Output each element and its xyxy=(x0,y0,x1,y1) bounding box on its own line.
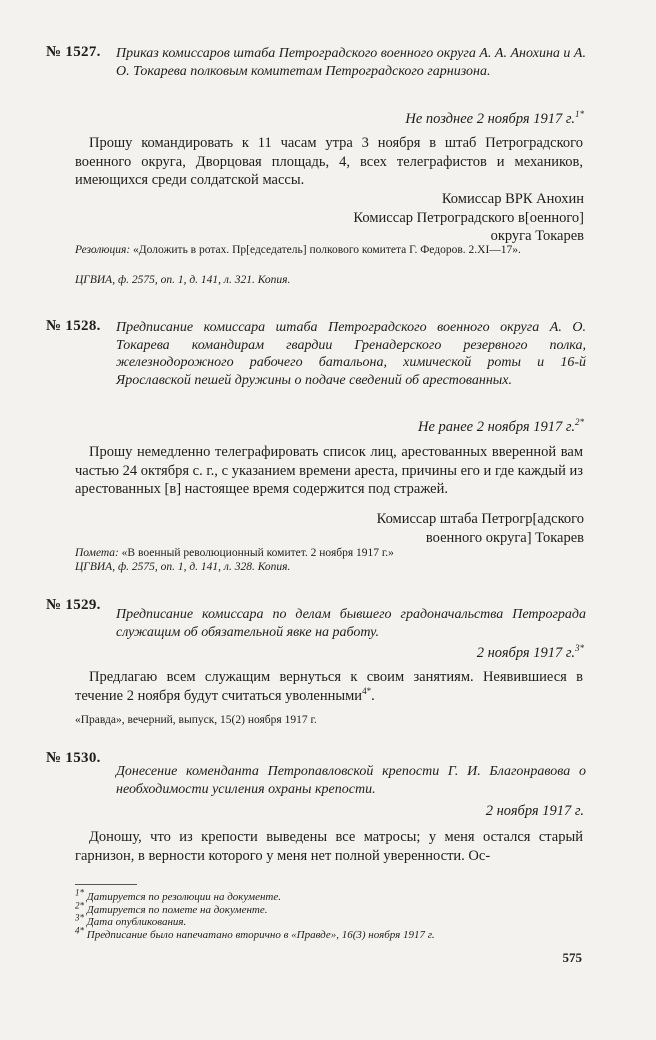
document-date: Не ранее 2 ноября 1917 г.$^{2*}$ xyxy=(417,417,584,435)
signature-line: Комиссар Петроградского в[оенного] xyxy=(353,209,584,226)
document-title: Предписание комиссара по делам бывшего градоначальства Петрограда служащим об обязательной явке на работу. xyxy=(116,607,586,640)
document-date: Не позднее 2 ноября 1917 г.$^{1*}$ xyxy=(405,109,584,127)
note-label: Резолюция: xyxy=(75,244,131,256)
footnote-ref: 1* xyxy=(575,109,584,120)
footnotes xyxy=(75,887,583,941)
document-date: 2 ноября 1917 г. xyxy=(485,803,584,819)
page-number: 575 xyxy=(562,950,582,965)
signature-line: округа Токарев xyxy=(490,228,584,244)
footnote-ref: 2* xyxy=(575,417,584,428)
document-title: Приказ комиссаров штаба Петроградского военного округа А. А. Анохина и А. О. Токарева полковым комитетам Петроградского гарнизона. xyxy=(116,46,586,79)
document-body: Прошу командировать к 11 часам утра 3 ноября в штаб Петроградского военного округа, Дворцовая площадь, 4, всех телеграфистов и механиков, имеющихся среди солдатской массы. xyxy=(75,135,583,188)
footnote-ref: 4* xyxy=(362,685,372,696)
document-body: Прошу немедленно телеграфировать список лиц, арестованных вверенной вам частью 24 октября с. г., с указанием времени ареста, причины его и где каждый из арестованных [в] настоящее время содержится под стражей. xyxy=(75,444,583,497)
footnote-divider xyxy=(75,884,137,885)
publication-source: «Правда», вечерний, выпуск, 15(2) ноября 1917 г. xyxy=(75,714,317,726)
footnote: $^{2*}$ Датируется по помете на документе. xyxy=(75,899,268,916)
document-number: № 1527. xyxy=(46,44,101,60)
signature-line: военного округа] Токарев xyxy=(425,529,584,546)
archive-reference: ЦГВИА, ф. 2575, оп. 1, д. 141, л. 328. Копия. xyxy=(75,561,291,573)
footnote: $^{3*}$ Дата опубликования. xyxy=(75,912,187,928)
document-date: 2 ноября 1917 г.$^{3*}$ xyxy=(476,643,584,661)
footnote-ref: 3* xyxy=(575,643,584,654)
note-text: «Доложить в ротах. Пр[едседатель] полкового комитета Г. Федоров. 2.XI—17». xyxy=(133,244,521,256)
signature-line: Комиссар ВРК Анохин xyxy=(441,191,584,207)
document-title: Донесение коменданта Петропавловской крепости Г. И. Благонравова о необходимости усиления охраны крепости. xyxy=(116,764,586,797)
footnote: $^{4*}$ Предписание было напечатано вторично в «Правде», 16(3) ноября 1917 г. xyxy=(75,924,435,941)
document-title: Предписание комиссара штаба Петроградского военного округа А. О. Токарева командирам гвардии Гренадерского резервного полка, железнодорожного рабочего батальона, химической роты и 16-й Ярославской пешей дружины о подаче сведений об арестованных. xyxy=(116,320,586,388)
document-number: № 1529. xyxy=(46,597,101,613)
document-number: № 1530. xyxy=(46,750,101,766)
document-body: Предлагаю всем служащим вернуться к своим занятиям. Неявившиеся в течение 2 ноября будут считаться уволенными$^{4*}$. xyxy=(75,669,583,704)
archive-reference: ЦГВИА, ф. 2575, оп. 1, д. 141, л. 321. Копия. xyxy=(75,274,291,286)
note-label: Пометa: xyxy=(75,547,119,559)
signature-block xyxy=(377,510,584,547)
footnote: $^{1*}$ Датируется по резолюции на документе. xyxy=(75,887,281,903)
signature-line: Комиссар штаба Петрогр[адского xyxy=(376,511,584,527)
resolution-note xyxy=(75,243,583,258)
document-number: № 1528. xyxy=(46,318,101,334)
signature-block xyxy=(353,190,584,246)
document-body: Доношу, что из крепости выведены все матросы; у меня остался старый гарнизон, в верности которого у меня нет полной уверенности. Ос- xyxy=(75,829,583,864)
note-text: «В военный революционный комитет. 2 ноября 1917 г.» xyxy=(121,547,394,559)
annotation-note xyxy=(75,546,583,561)
